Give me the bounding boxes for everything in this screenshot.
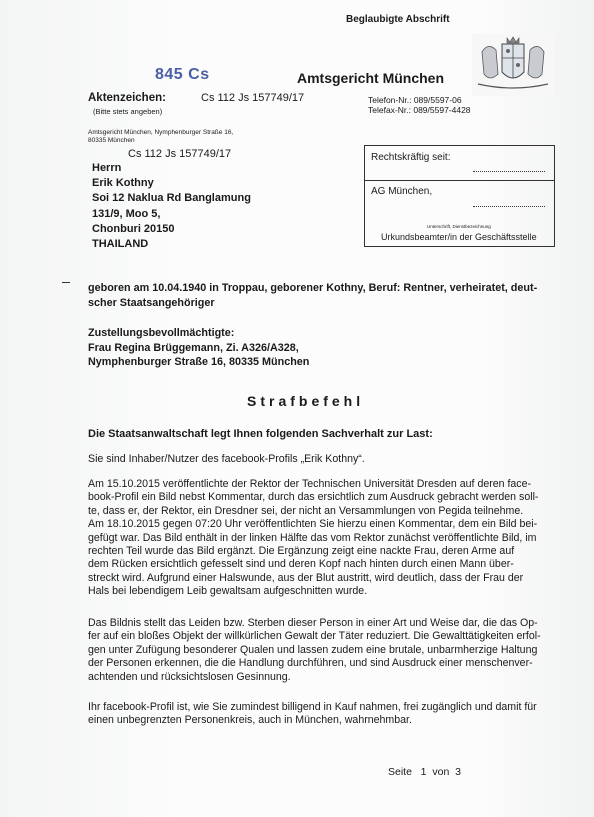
- handwritten-stamp-number: 845 Cs: [155, 66, 210, 83]
- legal-force-box: [364, 145, 555, 247]
- page-number: Seite 1 von 3: [388, 766, 461, 778]
- paragraph-assessment: [88, 617, 550, 684]
- fax-number: Telefax-Nr.: 089/5597-4428: [368, 105, 471, 115]
- phone-number: Telefon-Nr.: 089/5597-06: [368, 95, 462, 105]
- recipient-line: Soi 12 Naklua Rd Banglamung: [92, 192, 251, 205]
- agent-line: Frau Regina Brüggemann, Zi. A326/A328,: [88, 341, 299, 354]
- agent-line: Zustellungsbevollmächtigte:: [88, 327, 235, 339]
- paragraph-line: fer auf ein bloßes Objekt der willkürlichen Gewalt der Täter reduziert. Die Gewalttätigkeiten erfol-: [88, 630, 541, 643]
- reference-note: (Bitte stets angeben): [93, 107, 163, 116]
- recipient-line: 131/9, Moo 5,: [92, 207, 161, 220]
- paragraph-line: streckt wird. Aufgrund einer Halswunde, aus der Blut austritt, wird deutlich, dass der Frau der: [88, 571, 524, 584]
- court-place-label: AG München,: [371, 186, 433, 197]
- paragraph-accessibility: [88, 701, 550, 728]
- certified-copy-label: Beglaubigte Abschrift: [346, 14, 450, 25]
- personal-line: geboren am 10.04.1940 in Troppau, geborener Kothny, Beruf: Rentner, verheiratet, deut-: [88, 282, 538, 294]
- sender-line: 80335 München: [88, 137, 135, 144]
- bavarian-coat-of-arms-icon: [472, 34, 554, 96]
- paragraph-line: gen unter Zufügung besonderer Qualen und lassen zudem eine brutale, unbarmherzige Haltung: [88, 643, 538, 656]
- recipient-line: Chonburi 20150: [92, 222, 175, 235]
- paragraph-line: gefügt war. Das Bild enthält in der linken Hälfte das vom Rektor zunächst veröffentlichte Bild, im: [88, 531, 537, 544]
- agent-line: Nymphenburger Straße 16, 80335 München: [88, 356, 310, 368]
- box-divider: [365, 180, 554, 181]
- recipient-line: Erik Kothny: [92, 177, 154, 190]
- signature-note: Unterschrift, Dienstbezeichnung: [427, 224, 491, 229]
- paragraph-line: der Personen erkennen, die die Handlung durchführen, und sind Ausdruck einer menschenver-: [88, 657, 533, 670]
- sender-line: Amtsgericht München, Nymphenburger Straße 16,: [88, 129, 234, 136]
- service-agent: [88, 326, 309, 370]
- recipient-address: [92, 161, 251, 252]
- paragraph-profile: [88, 453, 550, 466]
- paragraph-line: einen unbegrenzten Personenkreis, auch in München, wahrnehmbar.: [88, 714, 412, 727]
- document-title: Strafbefehl: [247, 393, 365, 409]
- legal-force-date-line: [473, 171, 545, 172]
- paragraph-line: dem Rücken ersichtlich gefesselt sind und deren Kopf nach hinten durch einen Mann über-: [88, 558, 514, 571]
- reference-number-small: Cs 112 Js 157749/17: [128, 148, 232, 160]
- paragraph-line: book-Profil ein Bild nebst Kommentar, durch das ersichtlich zum Ausdruck gebracht werden soll-: [88, 491, 539, 504]
- margin-mark: [62, 282, 70, 283]
- paragraph-line: Am 18.10.2015 gegen 07:20 Uhr veröffentlichten Sie hierzu einen Kommentar, dem ein Bild bei-: [88, 518, 538, 531]
- recipient-line: Herrn: [92, 162, 122, 174]
- paragraph-line: Ihr facebook-Profil ist, wie Sie zumindest billigend in Kauf nahmen, frei zugänglich und damit für: [88, 701, 537, 713]
- paragraph-line: Das Bildnis stellt das Leiden bzw. Sterben dieser Person in einer Art und Weise dar, die das Op-: [88, 617, 538, 629]
- paragraph-line: achtenden und rücksichtslosen Gesinnung.: [88, 670, 291, 683]
- paragraph-line: Sie sind Inhaber/Nutzer des facebook-Profils „Erik Kothny“.: [88, 453, 365, 465]
- paragraph-line: rechten Teil wurde das Bild ergänzt. Die Ergänzung zeigt eine nackte Frau, deren Arme auf: [88, 545, 515, 558]
- paragraph-line: te, dass er, der Rektor, ein Dresdner sei, der nicht an Versammlungen von Pegida teilnehme.: [88, 504, 524, 517]
- personal-line: scher Staatsangehöriger: [88, 297, 215, 309]
- court-place-line: [473, 206, 545, 207]
- legal-force-label: Rechtskräftig seit:: [371, 152, 451, 163]
- court-name: Amtsgericht München: [297, 70, 445, 86]
- paragraph-line: Hals bei lebendigem Leib gewaltsam aufgeschnitten wurde.: [88, 585, 368, 598]
- sender-address: [88, 129, 233, 145]
- reference-number: Cs 112 Js 157749/17: [201, 92, 305, 104]
- paragraph-facts: [88, 478, 550, 599]
- signature-label: Urkundsbeamter/in der Geschäftsstelle: [381, 232, 537, 242]
- recipient-line: THAILAND: [92, 238, 149, 251]
- paragraph-line: Am 15.10.2015 veröffentlichte der Rektor der Technischen Universität Dresden auf deren face-: [88, 478, 532, 490]
- charge-intro: Die Staatsanwaltschaft legt Ihnen folgenden Sachverhalt zur Last:: [88, 428, 433, 440]
- reference-label: Aktenzeichen:: [88, 92, 166, 104]
- personal-details: [88, 281, 537, 311]
